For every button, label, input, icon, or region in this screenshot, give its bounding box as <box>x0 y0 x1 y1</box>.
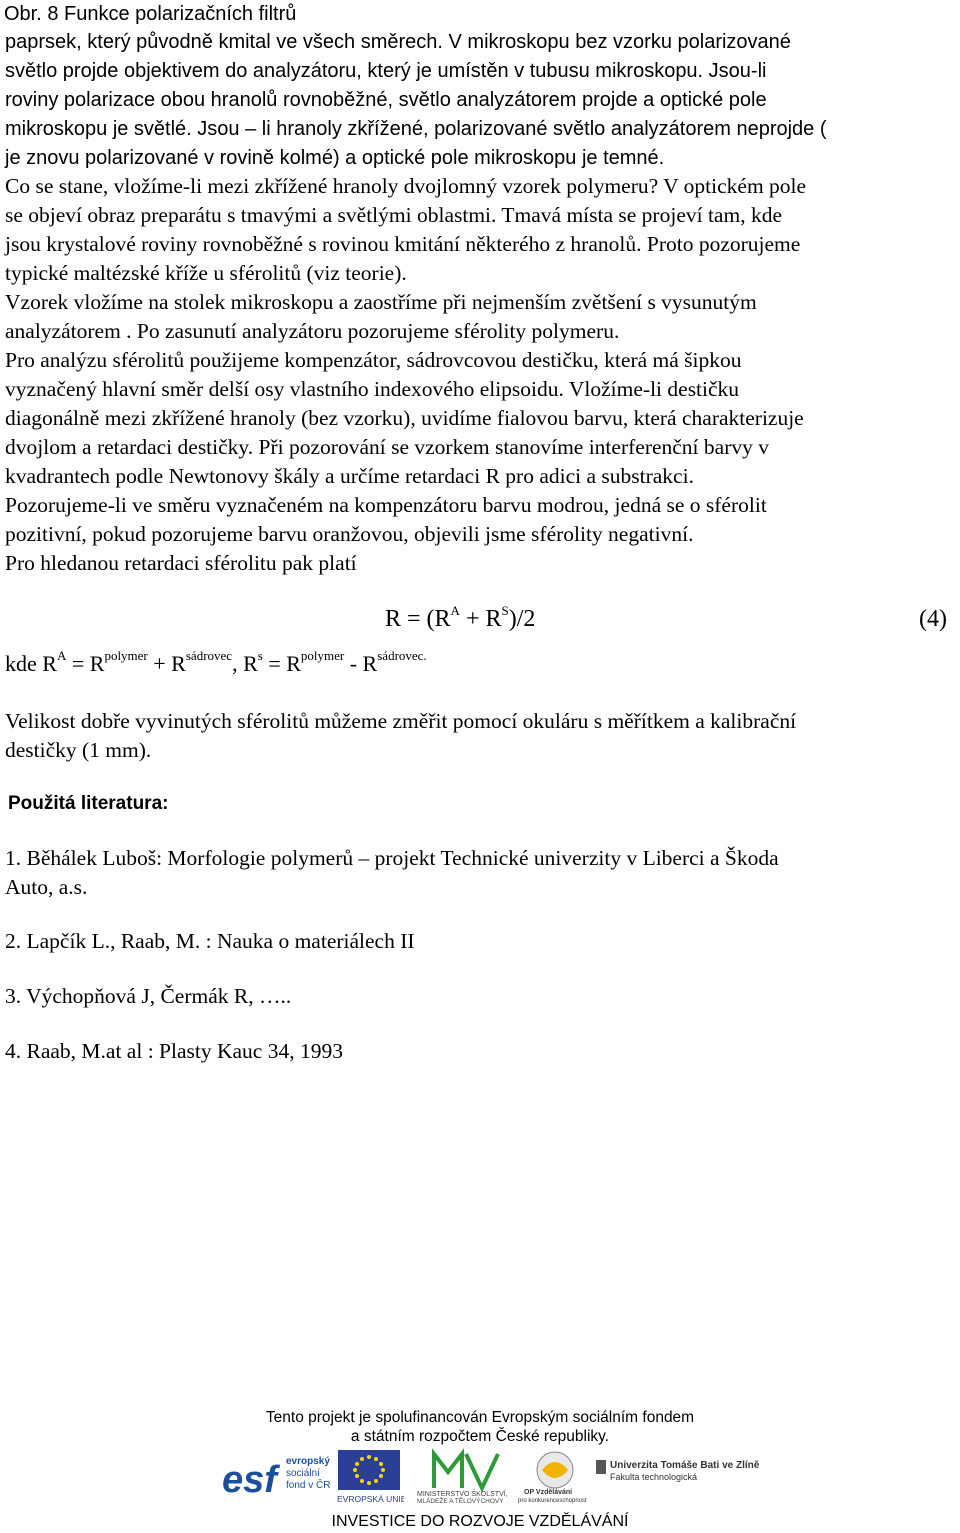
figure-caption: Obr. 8 Funkce polarizačních filtrů <box>4 3 297 25</box>
svg-text:Fakulta technologická: Fakulta technologická <box>610 1472 698 1482</box>
svg-text:evropský: evropský <box>286 1456 330 1467</box>
text-line: roviny polarizace obou hranolů rovnoběžné, světlo analyzátorem projde a optické pole <box>5 89 767 111</box>
svg-text:pro konkurenceschopnost: pro konkurenceschopnost <box>518 1498 587 1504</box>
paragraph-spherulite-analysis <box>5 346 956 578</box>
reference-item: 3. Výchopňová J, Čermák R, ….. <box>5 984 292 1008</box>
reference-item: 4. Raab, M.at al : Plasty Kauc 34, 1993 <box>5 1039 343 1063</box>
footer-funding-line2: a státním rozpočtem České republiky. <box>350 1428 610 1445</box>
equation-definition: kde $R^A = R^{polymer} + R^{sádrovec}$, $R^s = R^{polymer} - R^{sádrovec.}$ <box>5 648 427 676</box>
text-line: Co se stane, vložíme-li mezi zkřížené hranoly dvojlomný vzorek polymeru? V optickém pole <box>5 174 807 198</box>
esf-logo <box>222 1448 332 1504</box>
eu-flag-logo <box>334 1448 404 1504</box>
svg-text:EVROPSKÁ UNIE: EVROPSKÁ UNIE <box>337 1494 404 1504</box>
svg-text:OP Vzdělávání: OP Vzdělávání <box>524 1489 573 1496</box>
text-line: analyzátorem . Po zasunutí analyzátoru pozorujeme sférolity polymeru. <box>5 319 620 343</box>
text-line: Vzorek vložíme na stolek mikroskopu a zaostříme při nejmenším zvětšení s vysunutým <box>5 290 757 314</box>
footer-funding-line1: Tento projekt je spolufinancován Evropským sociálním fondem <box>265 1409 695 1426</box>
op-vk-logo <box>516 1448 594 1504</box>
msmt-logo-graphic <box>414 1448 514 1504</box>
op-vk-logo-graphic <box>516 1448 594 1504</box>
reference-item: 2. Lapčík L., Raab, M. : Nauka o materiálech II <box>5 929 415 953</box>
svg-text:MLÁDEŽE A TĚLOVÝCHOVY: MLÁDEŽE A TĚLOVÝCHOVY <box>417 1498 504 1504</box>
text-line: typické maltézské kříže u sférolitů (viz teorie). <box>5 261 407 285</box>
equation-retardation: $R = (R^A + R^S)/2$ <box>385 603 536 632</box>
footer-logo-row <box>0 1448 960 1508</box>
reference-item: Auto, a.s. <box>5 875 88 899</box>
eu-flag-icon <box>334 1448 404 1504</box>
svg-text:MINISTERSTVO ŠKOLSTVÍ,: MINISTERSTVO ŠKOLSTVÍ, <box>417 1491 508 1498</box>
svg-text:sociální: sociální <box>286 1468 320 1479</box>
utb-logo <box>594 1448 774 1504</box>
svg-text:fond v ČR: fond v ČR <box>286 1480 331 1491</box>
text-line: dvojlom a retardaci destičky. Při pozorování se vzorkem stanovíme interferenční barvy v <box>5 435 769 459</box>
paragraph-sample-procedure <box>5 288 956 346</box>
text-line: světlo projde objektivem do analyzátoru, který je umístěn v tubusu mikroskopu. Jsou-li <box>5 60 767 82</box>
reference-item: 1. Běhálek Luboš: Morfologie polymerů – projekt Technické univerzity v Liberci a Škoda <box>5 846 779 870</box>
esf-logo-graphic <box>222 1448 332 1504</box>
text-line: diagonálně mezi zkřížené hranoly (bez vzorku), uvidíme fialovou barvu, která charakterizuje <box>5 406 804 430</box>
esf-logo-text: esf <box>222 1459 277 1501</box>
text-line: kvadrantech podle Newtonovy škály a určíme retardaci R pro adici a substrakci. <box>5 464 694 488</box>
text-line: jsou krystalové roviny rovnoběžné s rovinou kmitání některého z hranolů. Proto pozorujeme <box>5 232 801 256</box>
paragraph-spherulite-size <box>5 707 956 765</box>
svg-text:Univerzita Tomáše Bati ve Zlín: Univerzita Tomáše Bati ve Zlíně <box>610 1460 760 1471</box>
text-line: pozitivní, pokud pozorujeme barvu oranžovou, objevili jsme sférolity negativní. <box>5 522 694 546</box>
text-line: paprsek, který původně kmital ve všech směrech. V mikroskopu bez vzorku polarizované <box>5 31 791 53</box>
equation-number: (4) <box>919 606 947 632</box>
text-line: Pozorujeme-li ve směru vyznačeném na kompenzátoru barvu modrou, jedná se o sférolit <box>5 493 767 517</box>
text-line: destičky (1 mm). <box>5 738 152 762</box>
references-heading: Použitá literatura: <box>8 793 169 814</box>
paragraph-crossed-prisms <box>5 115 956 173</box>
paragraph-polarization-intro <box>5 28 956 115</box>
msmt-logo <box>414 1448 514 1504</box>
text-line: Velikost dobře vyvinutých sférolitů můžeme změřit pomocí okuláru s měřítkem a kalibrační <box>5 709 797 733</box>
text-line: je znovu polarizované v rovině kolmé) a optické pole mikroskopu je temné. <box>5 147 665 169</box>
text-line: mikroskopu je světlé. Jsou – li hranoly zkřížené, polarizované světlo analyzátorem neprojde ( <box>5 118 827 140</box>
text-line: vyznačený hlavní směr delší osy vlastního indexového elipsoidu. Vložíme-li destičku <box>5 377 740 401</box>
text-line: se objeví obraz preparátu s tmavými a světlými oblastmi. Tmavá místa se projeví tam, kde <box>5 203 782 227</box>
utb-logo-graphic <box>594 1448 774 1504</box>
text-line: Pro analýzu sférolitů použijeme kompenzátor, sádrovcovou destičku, která má šipkou <box>5 348 742 372</box>
footer-slogan: INVESTICE DO ROZVOJE VZDĚLÁVÁNÍ <box>331 1513 629 1530</box>
paragraph-birefringent-sample <box>5 172 956 288</box>
text-line: Pro hledanou retardaci sférolitu pak platí <box>5 551 357 575</box>
